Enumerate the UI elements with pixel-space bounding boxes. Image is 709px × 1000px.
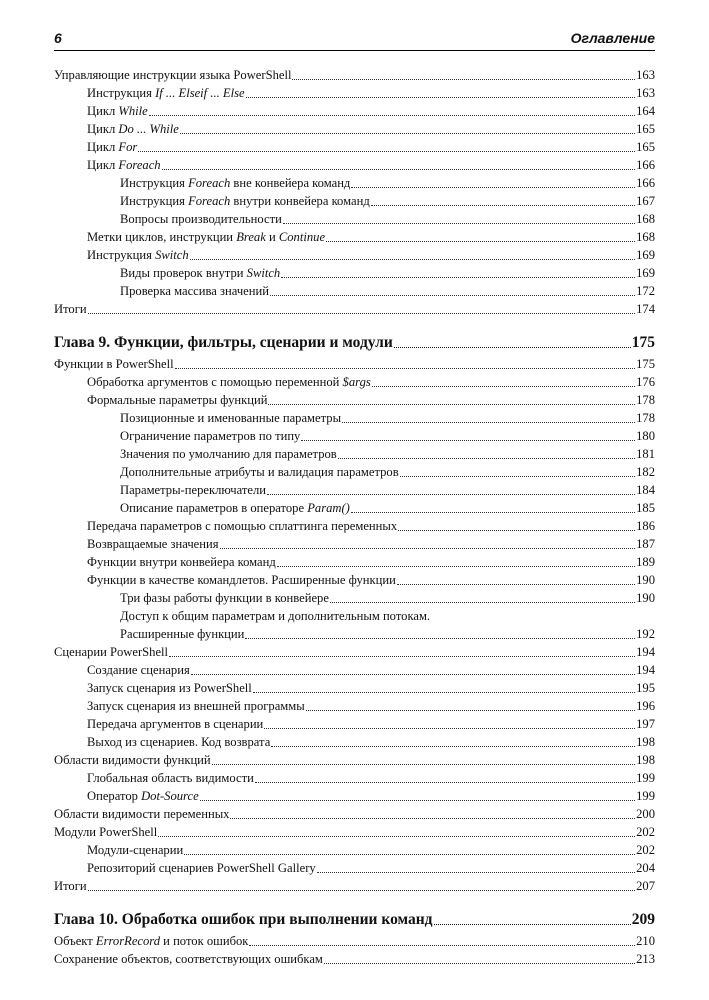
toc-entry (54, 228, 655, 246)
toc-page-number: 200 (636, 807, 655, 821)
toc-entry-title: Инструкция Switch (87, 248, 189, 262)
dot-leader (184, 854, 635, 855)
toc-entry-title: Запуск сценария из PowerShell (87, 681, 252, 695)
dot-leader (372, 386, 635, 387)
dot-leader (283, 223, 635, 224)
toc-entry (54, 679, 655, 697)
dot-leader (180, 133, 635, 134)
toc-entry (54, 120, 655, 138)
toc-entry-title: Функции в PowerShell (54, 357, 174, 371)
toc-page-number: 198 (636, 753, 655, 767)
dot-leader (301, 440, 635, 441)
toc-page-number: 194 (636, 663, 655, 677)
dot-leader (281, 277, 635, 278)
dot-leader (267, 494, 635, 495)
toc-page-number: 194 (636, 645, 655, 659)
toc-entry (54, 156, 655, 174)
toc-entry (54, 300, 655, 318)
toc-entry-title: Глава 10. Обработка ошибок при выполнении команд (54, 911, 433, 928)
toc-page-number: 199 (636, 771, 655, 785)
dot-leader (270, 295, 635, 296)
dot-leader (338, 458, 635, 459)
toc-entry (54, 391, 655, 409)
toc-entry-title: Инструкция Foreach внутри конвейера команд (120, 194, 370, 208)
toc-entry-title: Объект ErrorRecord и поток ошибок (54, 934, 249, 948)
toc-entry (54, 553, 655, 571)
toc-entry-title: Инструкция If ... Elseif ... Else (87, 86, 245, 100)
toc-page-number: 189 (636, 555, 655, 569)
toc-entry-title: Три фазы работы функции в конвейере (120, 591, 329, 605)
toc-entry-title: Итоги (54, 302, 87, 316)
toc-entry (54, 877, 655, 895)
toc-page-number: 167 (636, 194, 655, 208)
dot-leader (397, 584, 635, 585)
toc-entry-title: Области видимости функций (54, 753, 211, 767)
dot-leader (162, 169, 636, 170)
toc-page-number: 197 (636, 717, 655, 731)
toc-entry (54, 427, 655, 445)
dot-leader (88, 890, 635, 891)
toc-entry-title: Виды проверок внутри Switch (120, 266, 281, 280)
toc-page-number: 169 (636, 266, 655, 280)
running-header (54, 30, 655, 51)
toc-entry-title: Выход из сценариев. Код возврата (87, 735, 271, 749)
toc-entry-title: Возвращаемые значения (87, 537, 219, 551)
toc-page-number: 178 (636, 411, 655, 425)
toc-entry-title: Передача аргументов в сценарии (87, 717, 264, 731)
dot-leader (317, 872, 635, 873)
toc-page-number: 166 (636, 176, 655, 190)
toc-entry-title: Модули-сценарии (87, 843, 184, 857)
toc-entry-title: Сохранение объектов, соответствующих ошибкам (54, 952, 323, 966)
toc-page-number: 175 (631, 334, 655, 351)
toc-entry (54, 697, 655, 715)
dot-leader (246, 97, 636, 98)
toc-page-number: 207 (636, 879, 655, 893)
toc-entry (54, 841, 655, 859)
toc-entry-title: Дополнительные атрибуты и валидация параметров (120, 465, 399, 479)
toc-entry-title: Цикл For (87, 140, 138, 154)
toc-entry-title: Проверка массива значений (120, 284, 269, 298)
dot-leader (371, 205, 635, 206)
toc-entry-title: Цикл Do ... While (87, 122, 179, 136)
dot-leader (277, 566, 635, 567)
toc-entry (54, 481, 655, 499)
dot-leader (264, 728, 635, 729)
toc-entry (54, 84, 655, 102)
toc-page-number: 164 (636, 104, 655, 118)
toc-page-number: 174 (636, 302, 655, 316)
toc-entry-title: Инструкция Foreach вне конвейера команд (120, 176, 351, 190)
toc-page-number: 168 (636, 212, 655, 226)
toc-page-number: 192 (636, 627, 655, 641)
toc-entry (54, 823, 655, 841)
toc-page-number: 196 (636, 699, 655, 713)
toc-entry (54, 463, 655, 481)
toc-entry-title: Управляющие инструкции языка PowerShell (54, 68, 292, 82)
toc-page-number: 195 (636, 681, 655, 695)
toc-entry (54, 571, 655, 589)
toc-page-number: 187 (636, 537, 655, 551)
toc-entry-title: Функции в качестве командлетов. Расширенные функции (87, 573, 396, 587)
toc-entry-title: Глобальная область видимости (87, 771, 254, 785)
toc-entry-title: Создание сценария (87, 663, 190, 677)
toc-page-number: 204 (636, 861, 655, 875)
toc-entry-title: Обработка аргументов с помощью переменной $args (87, 375, 371, 389)
toc-entry (54, 246, 655, 264)
toc-entry (54, 643, 655, 661)
dot-leader (158, 836, 635, 837)
toc-entry (54, 66, 655, 84)
toc-entry-title: Расширенные функции (120, 627, 245, 641)
toc-chapter-heading (54, 910, 655, 930)
toc-entry (54, 192, 655, 210)
toc-chapter-heading (54, 333, 655, 353)
dot-leader (268, 404, 635, 405)
toc-entry-title: Значения по умолчанию для параметров (120, 447, 337, 461)
toc-entry (54, 751, 655, 769)
toc-entry-title: Оператор Dot-Source (87, 789, 199, 803)
toc-page-number: 166 (636, 158, 655, 172)
dot-leader (326, 241, 635, 242)
dot-leader (292, 79, 635, 80)
toc-entry (54, 210, 655, 228)
toc-page-number: 182 (636, 465, 655, 479)
toc-entry (54, 102, 655, 120)
toc-entry-title: Ограничение параметров по типу (120, 429, 301, 443)
toc-entry-title: Позиционные и именованные параметры (120, 411, 342, 425)
dot-leader (138, 151, 635, 152)
toc-page-number: 169 (636, 248, 655, 262)
page-number: 6 (54, 30, 62, 46)
dot-leader (230, 818, 635, 819)
toc-page-number: 198 (636, 735, 655, 749)
toc-entry-title: Модули PowerShell (54, 825, 158, 839)
dot-leader (400, 476, 635, 477)
toc-page-number: 213 (636, 952, 655, 966)
toc-page-number: 186 (636, 519, 655, 533)
dot-leader (394, 347, 631, 348)
dot-leader (191, 674, 635, 675)
dot-leader (253, 692, 635, 693)
toc-entry-title: Глава 9. Функции, фильтры, сценарии и модули (54, 334, 393, 351)
dot-leader (190, 259, 635, 260)
toc-entry-title: Вопросы производительности (120, 212, 282, 226)
toc-entry-title: Функции внутри конвейера команд (87, 555, 276, 569)
toc-page-number: 210 (636, 934, 655, 948)
dot-leader (306, 710, 635, 711)
toc-entry-title: Метки циклов, инструкции Break и Continue (87, 230, 326, 244)
toc-entry-title: Репозиторий сценариев PowerShell Gallery (87, 861, 316, 875)
toc-entry (54, 589, 655, 607)
toc-entry (54, 499, 655, 517)
toc-page-number: 202 (636, 843, 655, 857)
toc-page-number: 190 (636, 591, 655, 605)
toc-entry (54, 805, 655, 823)
toc-entry-title: Параметры-переключатели (120, 483, 267, 497)
toc-entry (54, 409, 655, 427)
toc-entry (54, 264, 655, 282)
toc-entry-title: Запуск сценария из внешней программы (87, 699, 305, 713)
dot-leader (175, 368, 635, 369)
toc-entry (54, 174, 655, 192)
toc-entry (54, 282, 655, 300)
dot-leader (271, 746, 635, 747)
dot-leader (351, 512, 635, 513)
dot-leader (330, 602, 635, 603)
toc-page-number: 190 (636, 573, 655, 587)
toc-page-number: 163 (636, 68, 655, 82)
toc-entry-title: Формальные параметры функций (87, 393, 268, 407)
toc-entry-title: Области видимости переменных (54, 807, 230, 821)
toc-entry-title: Цикл While (87, 104, 148, 118)
toc-entry (54, 787, 655, 805)
dot-leader (324, 963, 635, 964)
toc-entry (54, 661, 655, 679)
toc-entry (54, 138, 655, 156)
toc-page-number: 202 (636, 825, 655, 839)
dot-leader (169, 656, 635, 657)
dot-leader (342, 422, 635, 423)
toc-page-number: 163 (636, 86, 655, 100)
toc-page-number: 172 (636, 284, 655, 298)
dot-leader (220, 548, 636, 549)
toc-page-number: 175 (636, 357, 655, 371)
toc-entry-title: Передача параметров с помощью сплаттинга переменных (87, 519, 398, 533)
toc-entry-title: Итоги (54, 879, 87, 893)
toc-entry (54, 445, 655, 463)
toc-entry-title: Сценарии PowerShell (54, 645, 169, 659)
toc-entry (54, 733, 655, 751)
toc-entry (54, 373, 655, 391)
toc-page-number: 176 (636, 375, 655, 389)
toc-entry (54, 859, 655, 877)
dot-leader (249, 945, 635, 946)
dot-leader (245, 638, 635, 639)
dot-leader (398, 530, 635, 531)
table-of-contents (54, 66, 655, 968)
toc-page-number: 165 (636, 140, 655, 154)
toc-page-number: 184 (636, 483, 655, 497)
toc-entry (54, 950, 655, 968)
toc-page-number: 168 (636, 230, 655, 244)
toc-entry-title: Описание параметров в операторе Param() (120, 501, 350, 515)
dot-leader (212, 764, 635, 765)
toc-entry (54, 625, 655, 643)
toc-page-number: 180 (636, 429, 655, 443)
toc-entry (54, 932, 655, 950)
toc-entry (54, 517, 655, 535)
toc-entry (54, 355, 655, 373)
dot-leader (434, 924, 631, 925)
toc-entry (54, 715, 655, 733)
dot-leader (149, 115, 635, 116)
toc-page-number: 165 (636, 122, 655, 136)
toc-page-number: 209 (631, 911, 655, 928)
section-title: Оглавление (570, 30, 655, 46)
toc-page-number: 178 (636, 393, 655, 407)
dot-leader (255, 782, 635, 783)
toc-entry-text-line: Доступ к общим параметрам и дополнительным потокам. (120, 609, 431, 623)
toc-page-number: 181 (636, 447, 655, 461)
toc-entry-title: Цикл Foreach (87, 158, 161, 172)
toc-entry (54, 769, 655, 787)
toc-page-number: 199 (636, 789, 655, 803)
toc-entry (54, 535, 655, 553)
dot-leader (200, 800, 635, 801)
toc-page-number: 185 (636, 501, 655, 515)
dot-leader (88, 313, 635, 314)
dot-leader (351, 187, 635, 188)
